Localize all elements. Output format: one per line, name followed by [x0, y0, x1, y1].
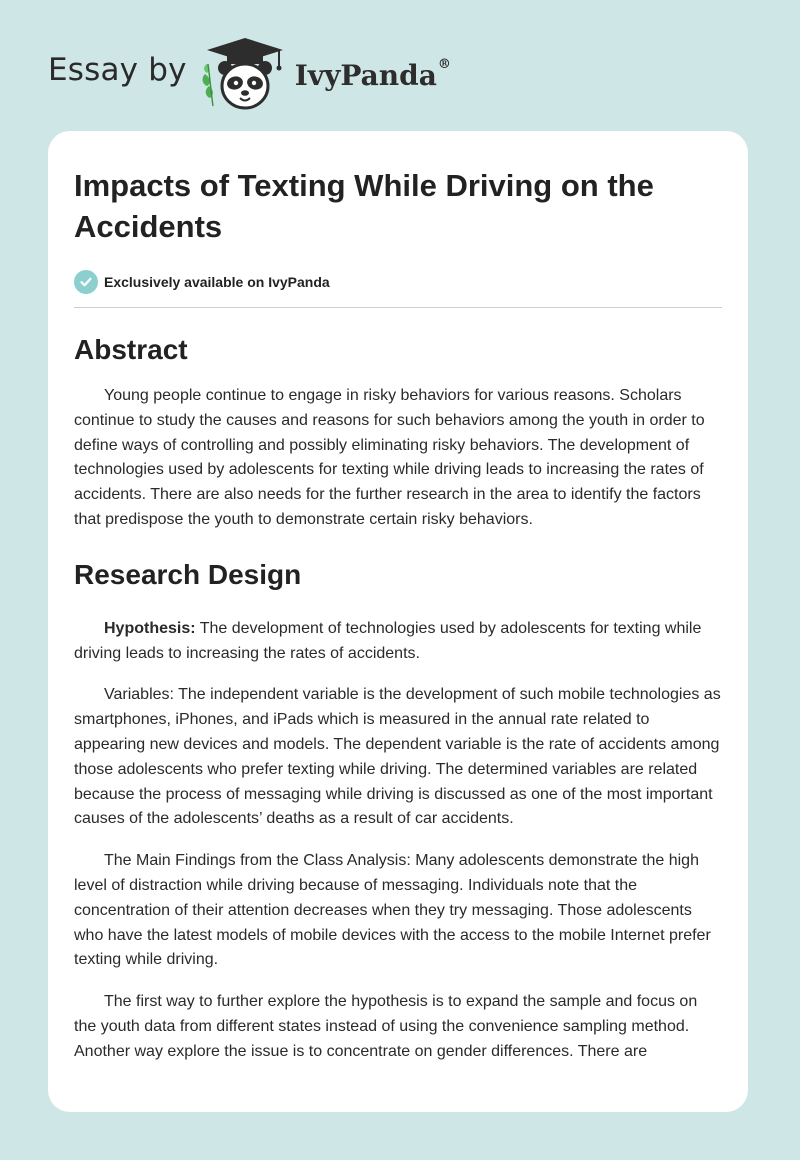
section-heading-research-design: Research Design: [74, 558, 302, 590]
variables-paragraph: Variables: The independent variable is the development of such mobile technologies as smartphones, iPhones, and iPads which is measured in the annual rate related to appearing new devices and models. The dependent variable is the rate of accidents among those adolescents who prefer texting while driving. The determined variables are related because the process of messaging while driving is discussed as one of the most important causes of the adolescents’ deaths as a result of car accidents.: [74, 686, 721, 828]
registered-mark: ®: [437, 56, 451, 72]
brand-name[interactable]: IvyPanda®: [294, 56, 451, 92]
exclusive-badge: [74, 269, 722, 295]
findings-paragraph: The Main Findings from the Class Analysis: Many adolescents demonstrate the high level of distraction while driving because of messaging. Individuals note that the concentration of their attention decreases when they try messaging. Those adolescents who have the latest models of mobile devices with the access to the mobile Internet prefer texting while driving.: [74, 852, 711, 969]
exclusive-label: Exclusively available on IvyPanda: [104, 274, 330, 290]
abstract-paragraph: Young people continue to engage in risky behaviors for various reasons. Scholars continue to study the causes and reasons for such behaviors among the youth in order to define ways of controlling and possibly eliminating risky behaviors. The development of technologies used by adolescents for texting while driving leads to increasing the rates of accidents. There are also needs for the further research in the area to identify the factors that predispose the youth to demonstrate certain risky behaviors.: [74, 387, 705, 528]
check-icon: [74, 270, 98, 294]
site-header: [48, 34, 451, 114]
essay-title: Impacts of Texting While Driving on the Accidents: [74, 168, 654, 244]
divider: [74, 307, 722, 308]
essay-card: [48, 131, 748, 1112]
further-research-paragraph: The first way to further explore the hypothesis is to expand the sample and focus on the youth data from different states instead of using the convenience sampling method. Another way explore the issue is to concentrate on gender differences. There are: [74, 993, 698, 1060]
hypothesis-label: Hypothesis:: [104, 619, 196, 637]
section-heading-abstract: Abstract: [74, 334, 188, 365]
hypothesis-text: The development of technologies used by adolescents for texting while driving leads to increasing the rates of accidents.: [74, 619, 702, 662]
panda-logo-icon[interactable]: [199, 34, 291, 114]
essay-by-label: Essay by: [48, 52, 187, 88]
hypothesis-paragraph: [74, 617, 722, 667]
